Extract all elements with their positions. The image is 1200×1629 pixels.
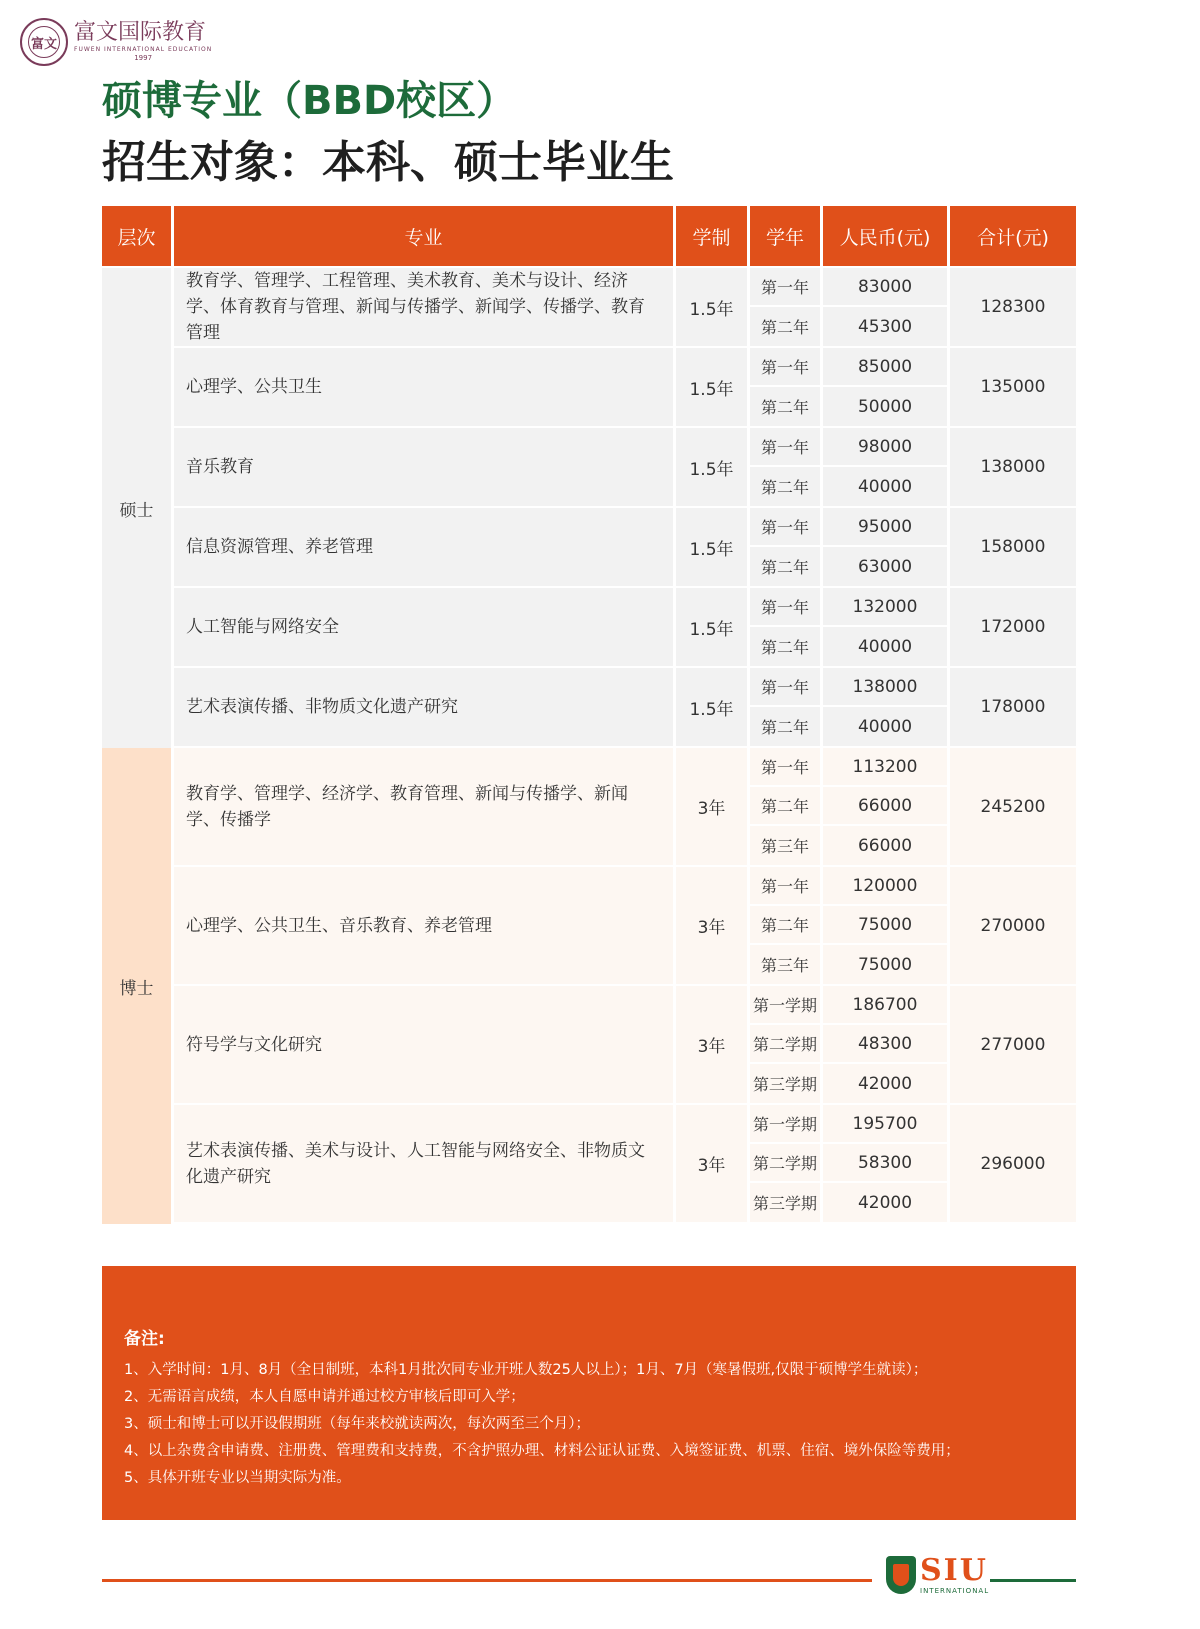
fee-row <box>750 627 947 666</box>
brand-english: FUWEN INTERNATIONAL EDUCATION <box>74 46 213 53</box>
note-item: 4、以上杂费含申请费、注册费、管理费和支持费，不含护照办理、材料公证认证费、入境签证费、机票、住宿、境外保险等费用； <box>124 1443 960 1459</box>
year-cell: 第二年 <box>750 307 823 346</box>
rmb-cell: 42000 <box>857 1192 913 1213</box>
total-cell: 158000 <box>980 537 1046 557</box>
note-item: 3、硕士和博士可以开设假期班（每年来校就读两次，每次两至三个月）； <box>124 1416 590 1432</box>
note-item: 5、具体开班专业以当期实际为准。 <box>124 1470 351 1486</box>
rmb-cell: 40000 <box>857 476 913 497</box>
table-row <box>174 508 1076 588</box>
table-row <box>174 668 1076 748</box>
fee-row <box>750 826 947 865</box>
siu-subtitle: INTERNATIONAL <box>920 1587 990 1595</box>
major-cell: 符号学与文化研究 <box>174 986 676 1103</box>
year-cell: 第一年 <box>750 668 823 705</box>
major-cell: 心理学、公共卫生、音乐教育、养老管理 <box>174 867 676 984</box>
total-cell: 138000 <box>980 457 1046 477</box>
fee-row <box>750 1064 947 1103</box>
major-cell: 心理学、公共卫生 <box>174 348 676 426</box>
fee-row <box>750 428 947 467</box>
total-cell: 178000 <box>980 697 1046 717</box>
major-cell: 艺术表演传播、美术与设计、人工智能与网络安全、非物质文化遗产研究 <box>174 1105 676 1222</box>
note-item: 2、无需语言成绩，本人自愿申请并通过校方审核后即可入学； <box>124 1389 525 1405</box>
fee-row <box>750 508 947 547</box>
rmb-cell: 45300 <box>857 316 913 337</box>
table-row <box>174 268 1076 348</box>
rmb-cell: 48300 <box>857 1033 913 1054</box>
total-cell: 128300 <box>980 297 1046 317</box>
fee-row <box>750 387 947 426</box>
fee-row <box>750 906 947 945</box>
table-row <box>174 588 1076 668</box>
rmb-cell: 75000 <box>857 954 913 975</box>
rmb-cell: 66000 <box>857 835 913 856</box>
year-cell: 第二年 <box>750 387 823 426</box>
fee-row <box>750 668 947 707</box>
fee-row <box>750 1105 947 1144</box>
header-rmb: 人民币(元) <box>823 206 950 266</box>
fee-row <box>750 1183 947 1222</box>
fee-row <box>750 467 947 506</box>
major-cell: 音乐教育 <box>174 428 676 506</box>
fee-row <box>750 748 947 787</box>
total-cell: 277000 <box>980 1034 1046 1055</box>
year-cell: 第一年 <box>750 268 823 305</box>
master-section <box>102 268 1076 748</box>
year-cell: 第三年 <box>750 945 823 984</box>
table-row <box>174 867 1076 986</box>
fee-row <box>750 867 947 906</box>
brand-name: 富文国际教育 <box>74 20 207 45</box>
brand-year: 1997 <box>134 54 153 62</box>
total-cell: 172000 <box>980 617 1046 637</box>
rmb-cell: 63000 <box>857 556 913 577</box>
major-cell: 教育学、管理学、工程管理、美术教育、美术与设计、经济学、体育教育与管理、新闻与传播学、新闻学、传播学、教育管理 <box>174 268 676 346</box>
year-cell: 第三学期 <box>750 1183 823 1222</box>
total-cell: 135000 <box>980 377 1046 397</box>
fee-row <box>750 307 947 346</box>
year-cell: 第一年 <box>750 867 823 904</box>
header-year: 学年 <box>750 206 823 266</box>
fee-row <box>750 588 947 627</box>
duration-cell: 1.5年 <box>676 428 750 506</box>
year-cell: 第二年 <box>750 906 823 943</box>
duration-cell: 3年 <box>676 986 750 1103</box>
siu-wordmark: SIU <box>920 1553 988 1588</box>
duration-cell: 1.5年 <box>676 268 750 346</box>
table-row <box>174 748 1076 867</box>
fee-row <box>750 945 947 984</box>
rmb-cell: 40000 <box>857 636 913 657</box>
rmb-cell: 186700 <box>852 994 918 1015</box>
header-major: 专业 <box>174 206 676 266</box>
year-cell: 第二年 <box>750 627 823 666</box>
rmb-cell: 83000 <box>857 276 913 297</box>
duration-cell: 3年 <box>676 748 750 865</box>
header-level: 层次 <box>102 206 174 266</box>
rmb-cell: 113200 <box>852 756 918 777</box>
footer-line <box>102 1579 872 1582</box>
year-cell: 第一年 <box>750 428 823 465</box>
total-cell: 270000 <box>980 915 1046 936</box>
duration-cell: 1.5年 <box>676 588 750 666</box>
brand-logo <box>20 18 212 66</box>
fee-row <box>750 1144 947 1183</box>
fee-row <box>750 348 947 387</box>
total-cell: 245200 <box>980 796 1046 817</box>
tuition-table <box>102 206 1076 1224</box>
rmb-cell: 195700 <box>852 1113 918 1134</box>
duration-cell: 1.5年 <box>676 668 750 746</box>
header-total: 合计(元) <box>977 226 1049 249</box>
duration-cell: 3年 <box>676 867 750 984</box>
table-row <box>174 986 1076 1105</box>
duration-cell: 3年 <box>676 1105 750 1222</box>
major-cell: 艺术表演传播、非物质文化遗产研究 <box>174 668 676 746</box>
header-duration: 学制 <box>676 206 750 266</box>
year-cell: 第二年 <box>750 467 823 506</box>
table-row <box>174 1105 1076 1224</box>
level-doctor: 博士 <box>102 748 174 1224</box>
rmb-cell: 58300 <box>857 1152 913 1173</box>
fee-row <box>750 787 947 826</box>
rmb-cell: 75000 <box>857 914 913 935</box>
table-row <box>174 428 1076 508</box>
year-cell: 第二学期 <box>750 1144 823 1181</box>
year-cell: 第三学期 <box>750 1064 823 1103</box>
rmb-cell: 138000 <box>852 676 918 697</box>
fee-row <box>750 1025 947 1064</box>
notes-title: 备注: <box>124 1329 165 1349</box>
rmb-cell: 120000 <box>852 875 918 896</box>
rmb-cell: 42000 <box>857 1073 913 1094</box>
note-item: 1、入学时间：1月、8月（全日制班，本科1月批次同专业开班人数25人以上）；1月、7月（寒暑假班,仅限于硕博学生就读）； <box>124 1362 928 1378</box>
year-cell: 第一年 <box>750 508 823 545</box>
year-cell: 第二学期 <box>750 1025 823 1062</box>
year-cell: 第一年 <box>750 348 823 385</box>
year-cell: 第一年 <box>750 588 823 625</box>
year-cell: 第二年 <box>750 707 823 746</box>
seal-icon <box>20 18 68 66</box>
table-header <box>102 206 1076 268</box>
siu-logo <box>886 1555 989 1595</box>
page-subtitle: 招生对象：本科、硕士毕业生 <box>102 137 674 188</box>
fee-row <box>750 268 947 307</box>
fee-row <box>750 707 947 746</box>
rmb-cell: 85000 <box>857 356 913 377</box>
notes-box <box>102 1266 1076 1520</box>
fee-row <box>750 986 947 1025</box>
rmb-cell: 50000 <box>857 396 913 417</box>
page-title: 硕博专业（BBD校区） <box>102 78 517 124</box>
year-cell: 第一学期 <box>750 1105 823 1142</box>
duration-cell: 1.5年 <box>676 508 750 586</box>
seal-text: 富文 <box>28 26 60 58</box>
major-cell: 人工智能与网络安全 <box>174 588 676 666</box>
year-cell: 第三年 <box>750 826 823 865</box>
doctor-section <box>102 748 1076 1224</box>
major-cell: 教育学、管理学、经济学、教育管理、新闻与传播学、新闻学、传播学 <box>174 748 676 865</box>
total-cell: 296000 <box>980 1153 1046 1174</box>
year-cell: 第一学期 <box>750 986 823 1023</box>
rmb-cell: 98000 <box>857 436 913 457</box>
rmb-cell: 40000 <box>857 716 913 737</box>
duration-cell: 1.5年 <box>676 348 750 426</box>
level-master: 硕士 <box>102 268 174 748</box>
year-cell: 第二年 <box>750 547 823 586</box>
shield-icon <box>886 1556 916 1594</box>
rmb-cell: 132000 <box>852 596 918 617</box>
rmb-cell: 95000 <box>857 516 913 537</box>
footer-line-green <box>990 1579 1076 1582</box>
major-cell: 信息资源管理、养老管理 <box>174 508 676 586</box>
table-row <box>174 348 1076 428</box>
year-cell: 第二年 <box>750 787 823 824</box>
rmb-cell: 66000 <box>857 795 913 816</box>
fee-row <box>750 547 947 586</box>
year-cell: 第一年 <box>750 748 823 785</box>
